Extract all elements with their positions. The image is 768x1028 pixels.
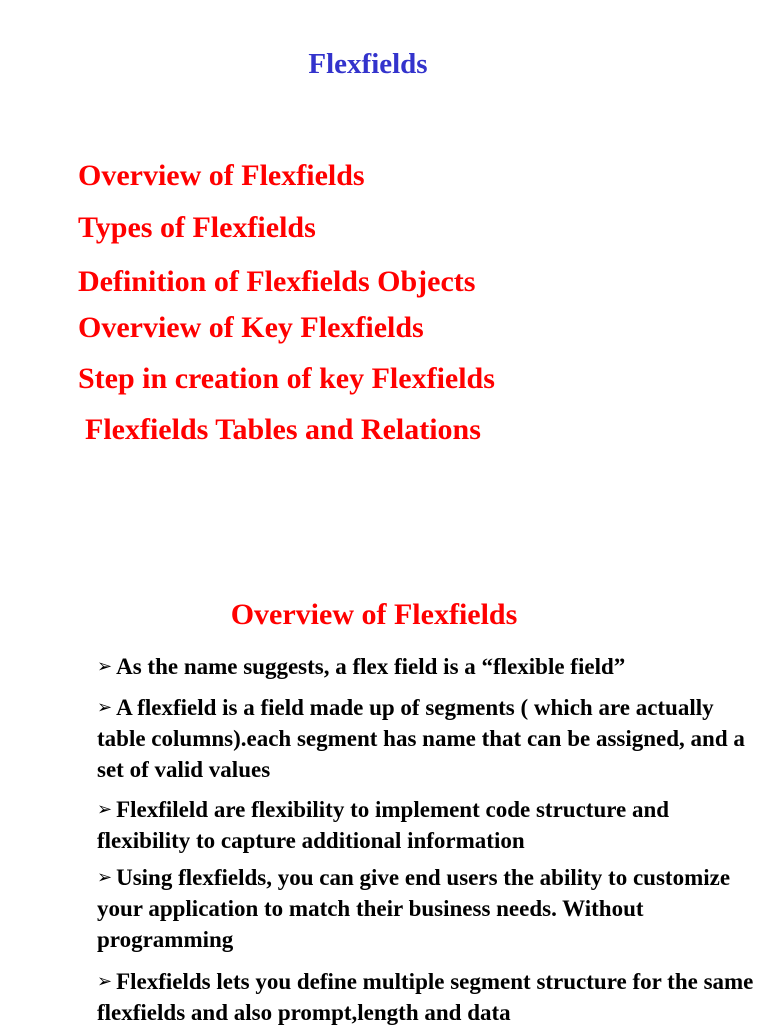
list-item bbox=[97, 692, 757, 785]
arrow-bullet-icon: ➢ bbox=[97, 799, 113, 820]
toc-item: Step in creation of key Flexfields bbox=[78, 362, 495, 395]
arrow-bullet-icon: ➢ bbox=[97, 867, 113, 888]
arrow-bullet-icon: ➢ bbox=[97, 971, 113, 992]
arrow-bullet-icon: ➢ bbox=[97, 697, 113, 718]
toc-item: Definition of Flexfields Objects bbox=[78, 265, 476, 298]
toc-item: Overview of Key Flexfields bbox=[78, 311, 424, 344]
bullet-text: Using flexfields, you can give end users the ability to customize your application to match their business needs. Without programming bbox=[97, 865, 731, 952]
bullet-text: Flexfileld are flexibility to implement code structure and flexibility to capture additional information bbox=[97, 797, 670, 853]
list-item bbox=[97, 966, 757, 1028]
bullet-text: As the name suggests, a flex field is a “flexible field” bbox=[116, 654, 626, 679]
toc-item: Overview of Flexfields bbox=[78, 159, 365, 192]
bullet-text: Flexfields lets you define multiple segment structure for the same flexfields and also prompt,length and data bbox=[97, 969, 754, 1025]
bullet-text: A flexfield is a field made up of segments ( which are actually table columns).each segment has name that can be assigned, and a set of valid values bbox=[97, 695, 745, 782]
page-title: Flexfields bbox=[308, 48, 428, 80]
list-item bbox=[97, 651, 757, 682]
section-heading: Overview of Flexfields bbox=[230, 598, 518, 631]
list-item bbox=[97, 862, 757, 955]
arrow-bullet-icon: ➢ bbox=[97, 656, 113, 677]
toc-item: Flexfields Tables and Relations bbox=[85, 413, 481, 446]
toc-item: Types of Flexfields bbox=[78, 211, 316, 244]
list-item bbox=[97, 794, 757, 856]
